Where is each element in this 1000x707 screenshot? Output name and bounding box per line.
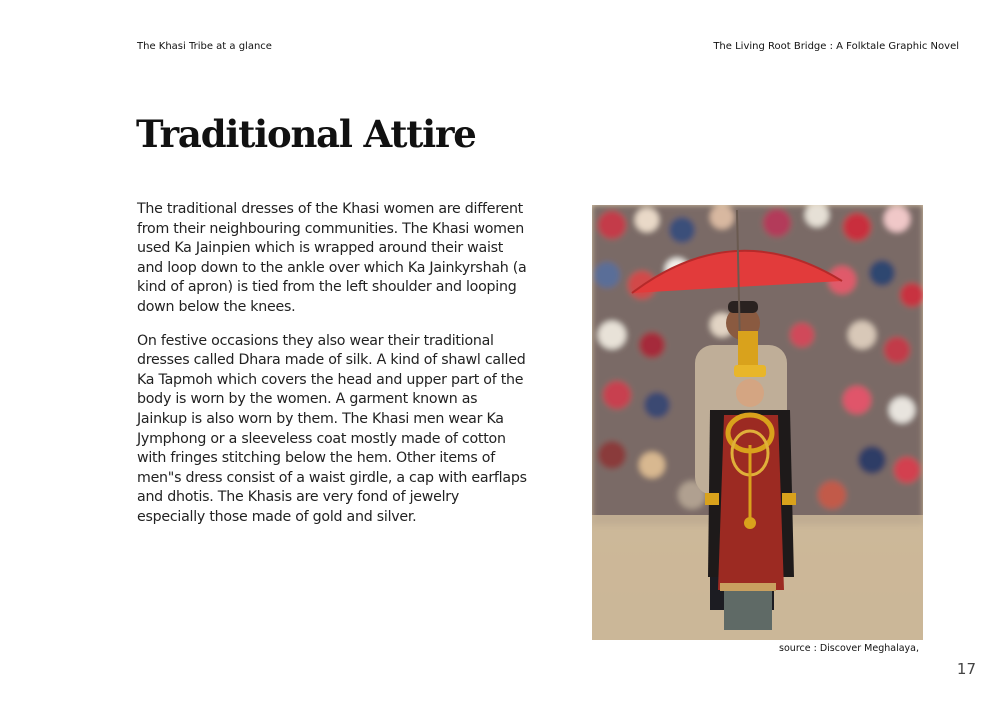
page-title: Traditional Attire bbox=[136, 112, 476, 156]
page-number: 17 bbox=[956, 660, 976, 678]
photo-caption: source : Discover Meghalaya, bbox=[779, 643, 919, 654]
body-text bbox=[137, 200, 529, 542]
running-header-left: The Khasi Tribe at a glance bbox=[137, 41, 272, 52]
khasi-attire-photo bbox=[592, 205, 923, 640]
running-header-right: The Living Root Bridge : A Folktale Graphic Novel bbox=[713, 41, 959, 52]
photo-illustration bbox=[592, 205, 923, 640]
paragraph-2: On festive occasions they also wear their traditional dresses called Dhara made of silk. A kind of shawl called Ka Tapmoh which covers the head and upper part of the body is worn by the women. A garment known as Jainkup is also worn by them. The Khasi men wear Ka Jymphong or a sleeveless coat mostly made of cotton with fringes stitching below the hem. Other items of men"s dress consist of a waist girdle, a cap with earflaps and dhotis. The Khasis are very fond of jewelry especially those made of gold and silver. bbox=[137, 332, 527, 525]
paragraph-1: The traditional dresses of the Khasi women are different from their neighbouring communities. The Khasi women used Ka Jainpien which is wrapped around their waist and loop down to the ankle over which Ka Jainkyrshah (a kind of apron) is tied from the left shoulder and looping down below the knees. bbox=[137, 201, 527, 315]
